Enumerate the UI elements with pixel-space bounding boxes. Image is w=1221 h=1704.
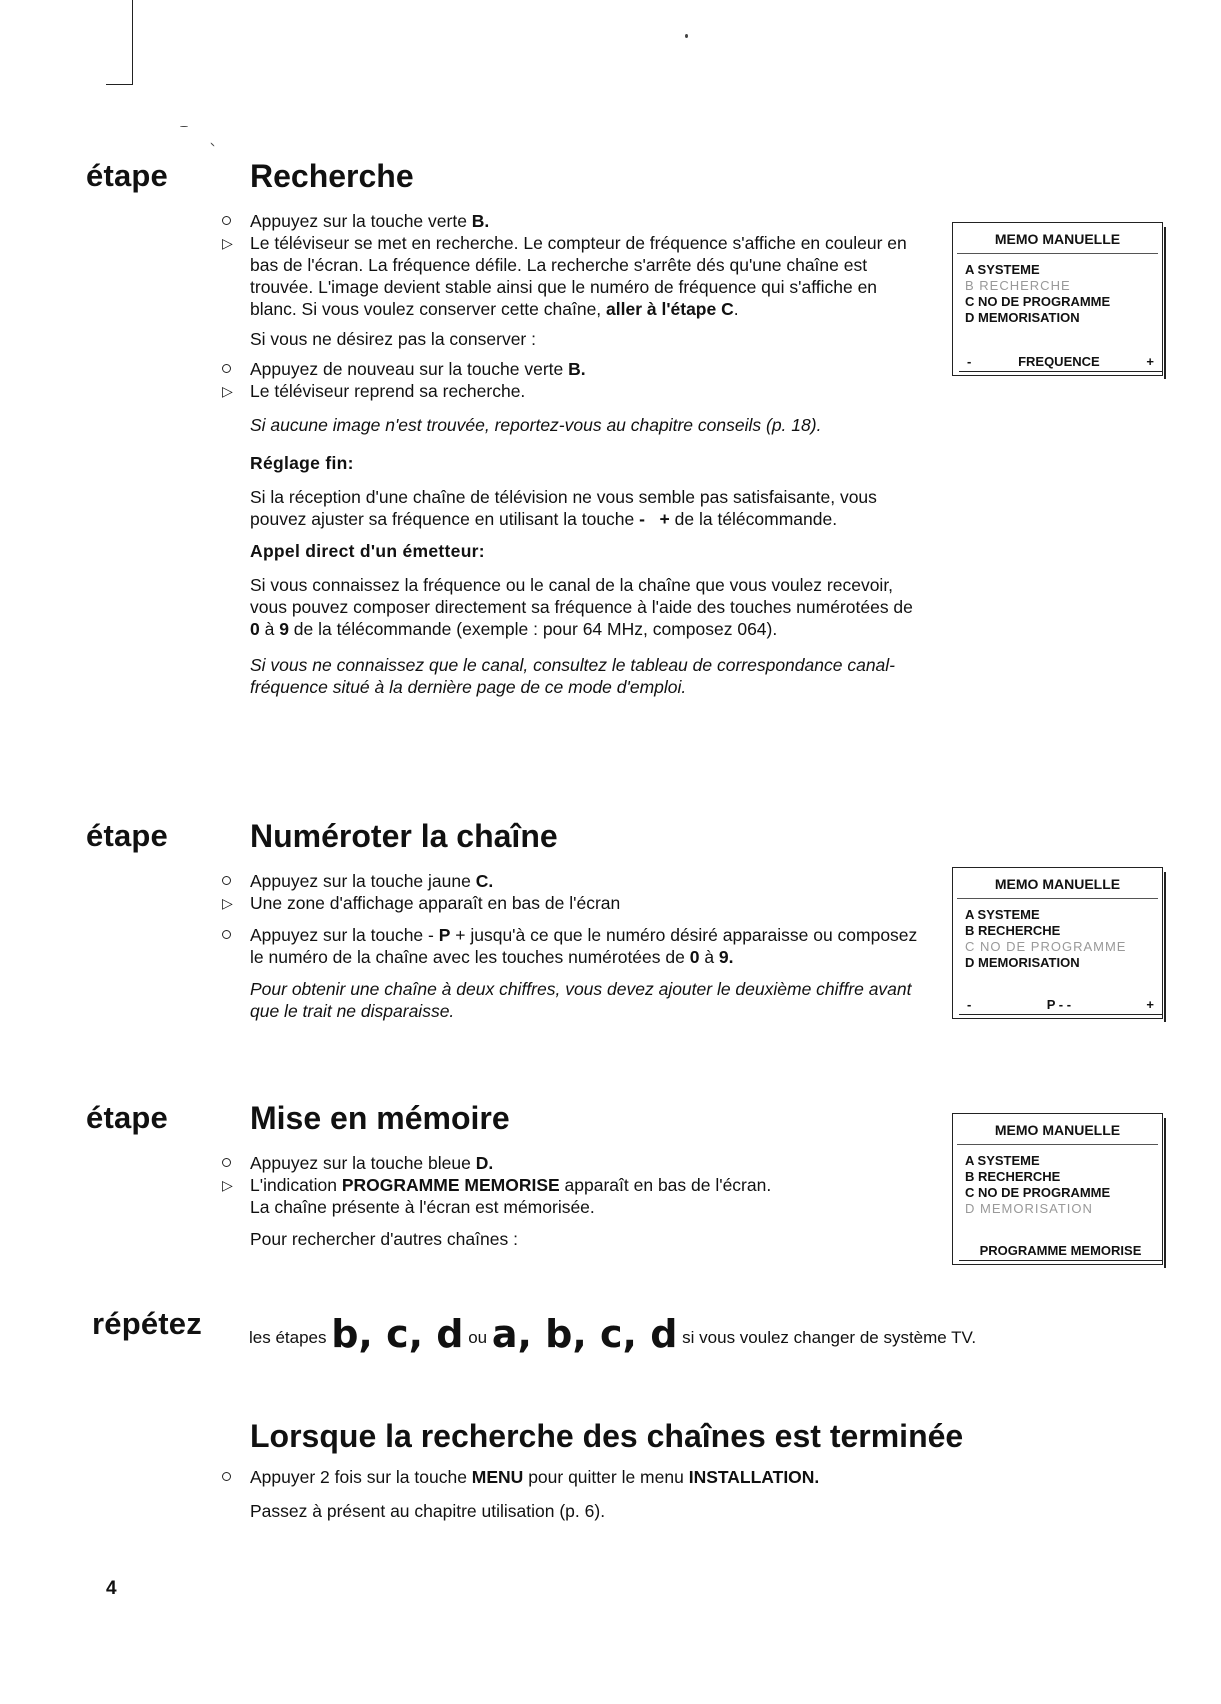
scan-speck <box>685 34 688 38</box>
final-instructions <box>222 1466 982 1522</box>
instruction-row: Appuyer 2 fois sur la touche MENU pour quitter le menu INSTALLATION. <box>222 1466 982 1488</box>
triangle-bullet-icon: ▷ <box>222 1177 233 1193</box>
tv-menu-list <box>953 899 1162 971</box>
circle-bullet-icon <box>222 358 244 380</box>
result-row: ▷ Une zone d'affichage apparaît en bas de l'écran <box>222 893 621 913</box>
numeroter-instructions <box>222 870 927 1022</box>
instruction-row: Appuyez sur la touche jaune C. <box>222 870 927 892</box>
repeat-instruction: les étapes b, c, d ou a, b, c, d si vous voulez changer de système TV. <box>249 1312 977 1356</box>
circle-bullet-icon <box>222 1466 244 1488</box>
result-row: ▷ Le téléviseur reprend sa recherche. <box>222 381 526 401</box>
result-row: ▷ L'indication PROGRAMME MEMORISE apparaît en bas de l'écran. La chaîne présente à l'écran est mémorisée. <box>222 1175 772 1217</box>
tv-screen-header: MEMO MANUELLE <box>957 868 1158 899</box>
step-title-memoire: Mise en mémoire <box>250 1100 510 1136</box>
tv-menu-item: A SYSTEME <box>965 262 1040 277</box>
tv-menu-item: C NO DE PROGRAMME <box>965 294 1111 309</box>
step-label-memoire: étape <box>86 1100 168 1135</box>
footer-label: PROGRAMME MEMORISE <box>979 1243 1142 1258</box>
step-title-recherche: Recherche <box>250 158 414 194</box>
minus-sign: - <box>967 354 972 369</box>
tv-menu-item: C NO DE PROGRAMME <box>965 1185 1111 1200</box>
tv-menu-item-active: B RECHERCHE <box>965 278 1071 293</box>
paragraph: Si vous connaissez la fréquence ou le canal de la chaîne que vous voulez recevoir, vous pouvez composer directement sa fréquence à l'aide des touches numérotées de 0 à 9 de la télécommande (exemple : pour 64 MHz, composez 064). <box>250 575 913 639</box>
tv-menu-item: B RECHERCHE <box>965 923 1061 938</box>
instruction-row: Appuyez de nouveau sur la touche verte B. <box>222 358 927 380</box>
minus-sign: - <box>967 997 972 1012</box>
step-label-numeroter: étape <box>86 818 168 853</box>
circle-bullet-icon <box>222 924 244 946</box>
triangle-bullet-icon: ▷ <box>222 235 233 251</box>
memoire-instructions <box>222 1152 927 1250</box>
footer-label: P - - <box>1046 997 1072 1012</box>
step-letters: b, c, d <box>331 1312 464 1356</box>
step-label-recherche: étape <box>86 158 168 193</box>
plus-sign: + <box>1146 997 1154 1012</box>
tv-menu-item-active: D MEMORISATION <box>965 1201 1093 1216</box>
final-title: Lorsque la recherche des chaînes est terminée <box>250 1418 964 1454</box>
step-letters: a, b, c, d <box>491 1312 678 1356</box>
tv-menu-list <box>953 1145 1162 1217</box>
instruction-row: Appuyez sur la touche verte B. <box>222 210 927 232</box>
instruction-row: Appuyez sur la touche bleue D. <box>222 1152 927 1174</box>
paragraph: Si la réception d'une chaîne de télévision ne vous semble pas satisfaisante, vous pouvez ajuster sa fréquence en utilisant la touche - + de la télécommande. <box>250 487 877 529</box>
tv-menu-item-active: C NO DE PROGRAMME <box>965 939 1127 954</box>
crop-mark-vertical <box>132 0 133 84</box>
tv-screen-memorise <box>952 1113 1163 1265</box>
paragraph: Si vous ne désirez pas la conserver : <box>250 329 536 349</box>
circle-bullet-icon <box>222 870 244 892</box>
tv-menu-item: D MEMORISATION <box>965 955 1080 970</box>
footer-label: FREQUENCE <box>1018 354 1100 369</box>
tv-menu-item: D MEMORISATION <box>965 310 1080 325</box>
plus-sign: + <box>1146 354 1154 369</box>
tv-screen-numero <box>952 867 1163 1019</box>
tv-menu-item: A SYSTEME <box>965 907 1040 922</box>
circle-bullet-icon <box>222 1152 244 1174</box>
tv-menu-item: A SYSTEME <box>965 1153 1040 1168</box>
step-title-numeroter: Numéroter la chaîne <box>250 818 558 854</box>
tv-screen-footer <box>959 994 1162 1015</box>
triangle-bullet-icon: ▷ <box>222 895 233 911</box>
paragraph: Pour rechercher d'autres chaînes : <box>250 1229 518 1249</box>
note: Si vous ne connaissez que le canal, consultez le tableau de correspondance canal-fréquence situé à la dernière page de ce mode d'emploi. <box>250 655 895 697</box>
recherche-instructions <box>222 210 927 698</box>
result-row: ▷ Le téléviseur se met en recherche. Le compteur de fréquence s'affiche en couleur en bas de l'écran. La fréquence défile. La recherche s'arrête dés qu'une chaîne est trouvée. L'image devient stable ainsi que le numéro de fréquence qui s'affiche en blanc. Si vous voulez conserver cette chaîne, aller à l'étape C. <box>222 233 907 319</box>
scan-speck <box>210 142 214 146</box>
scan-speck <box>180 126 188 127</box>
repeat-label: répétez <box>92 1306 202 1341</box>
crop-mark-horizontal <box>106 84 133 85</box>
note: Pour obtenir une chaîne à deux chiffres, vous devez ajouter le deuxième chiffre avant que le trait ne disparaisse. <box>250 979 912 1021</box>
paragraph: Passez à présent au chapitre utilisation (p. 6). <box>250 1501 606 1521</box>
tv-screen-footer <box>959 1240 1162 1261</box>
instruction-row: Appuyez sur la touche - P + jusqu'à ce que le numéro désiré apparaisse ou composez le numéro de la chaîne avec les touches numérotées de 0 à 9. <box>222 924 927 968</box>
tv-screen-header: MEMO MANUELLE <box>957 223 1158 254</box>
tv-menu-list <box>953 254 1162 326</box>
subheading-reglage-fin: Réglage fin: <box>250 453 354 473</box>
subheading-appel-direct: Appel direct d'un émetteur: <box>250 541 485 561</box>
circle-bullet-icon <box>222 210 244 232</box>
tv-screen-header: MEMO MANUELLE <box>957 1114 1158 1145</box>
triangle-bullet-icon: ▷ <box>222 383 233 399</box>
tv-screen-frequence <box>952 222 1163 376</box>
tv-menu-item: B RECHERCHE <box>965 1169 1061 1184</box>
note: Si aucune image n'est trouvée, reportez-vous au chapitre conseils (p. 18). <box>250 415 822 435</box>
page-number: 4 <box>106 1578 117 1599</box>
tv-screen-footer <box>959 351 1162 372</box>
